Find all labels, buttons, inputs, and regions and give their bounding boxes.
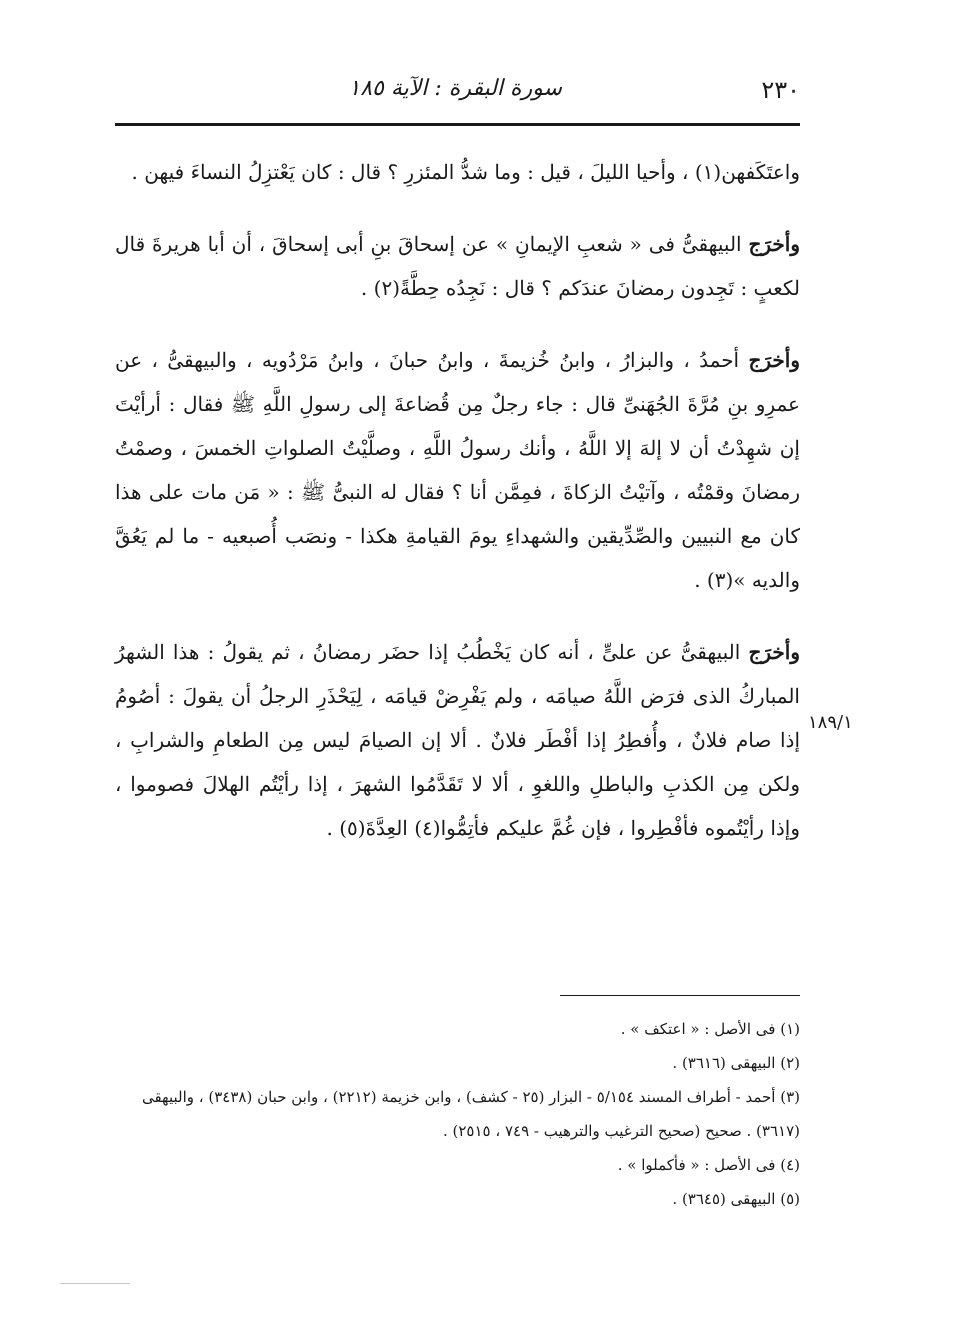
footnotes bbox=[115, 1012, 800, 1216]
header-rule bbox=[115, 123, 800, 126]
footnote-4: (٤) فى الأصل : « فأكملوا » . bbox=[617, 1156, 800, 1174]
paragraph-text: البيهقىُّ فى « شعبِ الإيمانِ » عن إسحاقَ بنِ أبى إسحاقَ ، أن أبا هريرةَ قال لكعبٍ : تَجِدون رمضانَ عندَكم ؟ قال : نَجِدُه حِطَّةً(٢) . bbox=[115, 232, 800, 300]
running-title: سورة البقرة : الآية ١٨٥ bbox=[348, 76, 562, 101]
paragraph-text: أحمدُ ، والبزارُ ، وابنُ خُزيمةَ ، وابنُ حبانَ ، وابنُ مَرْدُويه ، والبيهقىُّ ، عن عمرِو بنِ مُرَّةَ الجُهَنىِّ قال : جاء رجلٌ مِن قُضاعةَ إلى رسولِ اللَّهِ ﷺ فقال : أرأيْتَ إن شهِدْتُ أن لا إلهَ إلا اللَّهُ ، وأنك رسولُ اللَّهِ ، وصلَّيْتُ الصلواتِ الخمسَ ، وصمْتُ رمضانَ وقمْتُه ، وآتيْتُ الزكاةَ ، فمِمَّن أنا ؟ فقال له النبىُّ ﷺ : « مَن مات على هذا كان مع النبيين والصِّدِّيقين والشهداءِ يومَ القيامةِ هكذا - ونصَب أُصبعيه - ما لم يَعُقَّ والديه »(٣) . bbox=[115, 348, 800, 592]
paragraph-1 bbox=[115, 150, 800, 194]
main-text bbox=[115, 150, 800, 878]
margin-reference: ١٨٩/١ bbox=[808, 712, 853, 733]
paragraph-text: واعتَكَفهن(١) ، وأحيا الليلَ ، قيل : وما شدُّ المئزرِ ؟ قال : كان يَعْتزِلُ النساءَ فيهن . bbox=[131, 160, 800, 184]
paragraph-lead: وأخرَج bbox=[748, 640, 800, 664]
paragraph-4 bbox=[115, 630, 800, 850]
page-header bbox=[115, 72, 800, 112]
footnote-2: (٢) البيهقى (٣٦١٦) . bbox=[672, 1054, 800, 1072]
scan-artifact bbox=[60, 1283, 130, 1284]
page-number: ٢٣٠ bbox=[761, 76, 800, 104]
paragraph-3 bbox=[115, 338, 800, 602]
footnote-1: (١) فى الأصل : « اعتكف » . bbox=[620, 1020, 800, 1038]
footnote-rule bbox=[560, 995, 800, 996]
footnote-5: (٥) البيهقى (٣٦٤٥) . bbox=[672, 1190, 800, 1208]
footnote-3: (٣) أحمد - أطراف المسند ٥/١٥٤ - البزار (٢٥ - كشف) ، وابن خزيمة (٢٢١٢) ، وابن حبان (٣٤٣٨) ، والبيهقى (٣٦١٧) . صحيح (صحيح الترغيب والترهيب - ٧٤٩ ، ٢٥١٥) . bbox=[141, 1088, 800, 1140]
paragraph-lead: وأخرَج bbox=[748, 232, 800, 256]
paragraph-2 bbox=[115, 222, 800, 310]
paragraph-lead: وأخرَج bbox=[748, 348, 801, 372]
paragraph-text: البيهقىُّ عن علىٍّ ، أنه كان يَخْطُبُ إذا حضَر رمضانُ ، ثم يقولُ : هذا الشهرُ المباركُ الذى فرَض اللَّهُ صيامَه ، ولم يَفْرِضْ قيامَه ، لِيَحْذَرِ الرجلُ أن يقولَ : أصُومُ إذا صام فلانٌ ، وأُفطِرُ إذا أفْطَر فلانٌ . ألا إن الصيامَ ليس مِن الطعامِ والشرابِ ، ولكن مِن الكذبِ والباطلِ واللغوِ ، ألا لا تَقَدَّمُوا الشهرَ ، إذا رأيْتُم الهلالَ فصوموا ، وإذا رأيْتُموه فأفْطِروا ، فإن غُمَّ عليكم فأتِمُّوا(٤) العِدَّةَ(٥) . bbox=[115, 640, 800, 840]
